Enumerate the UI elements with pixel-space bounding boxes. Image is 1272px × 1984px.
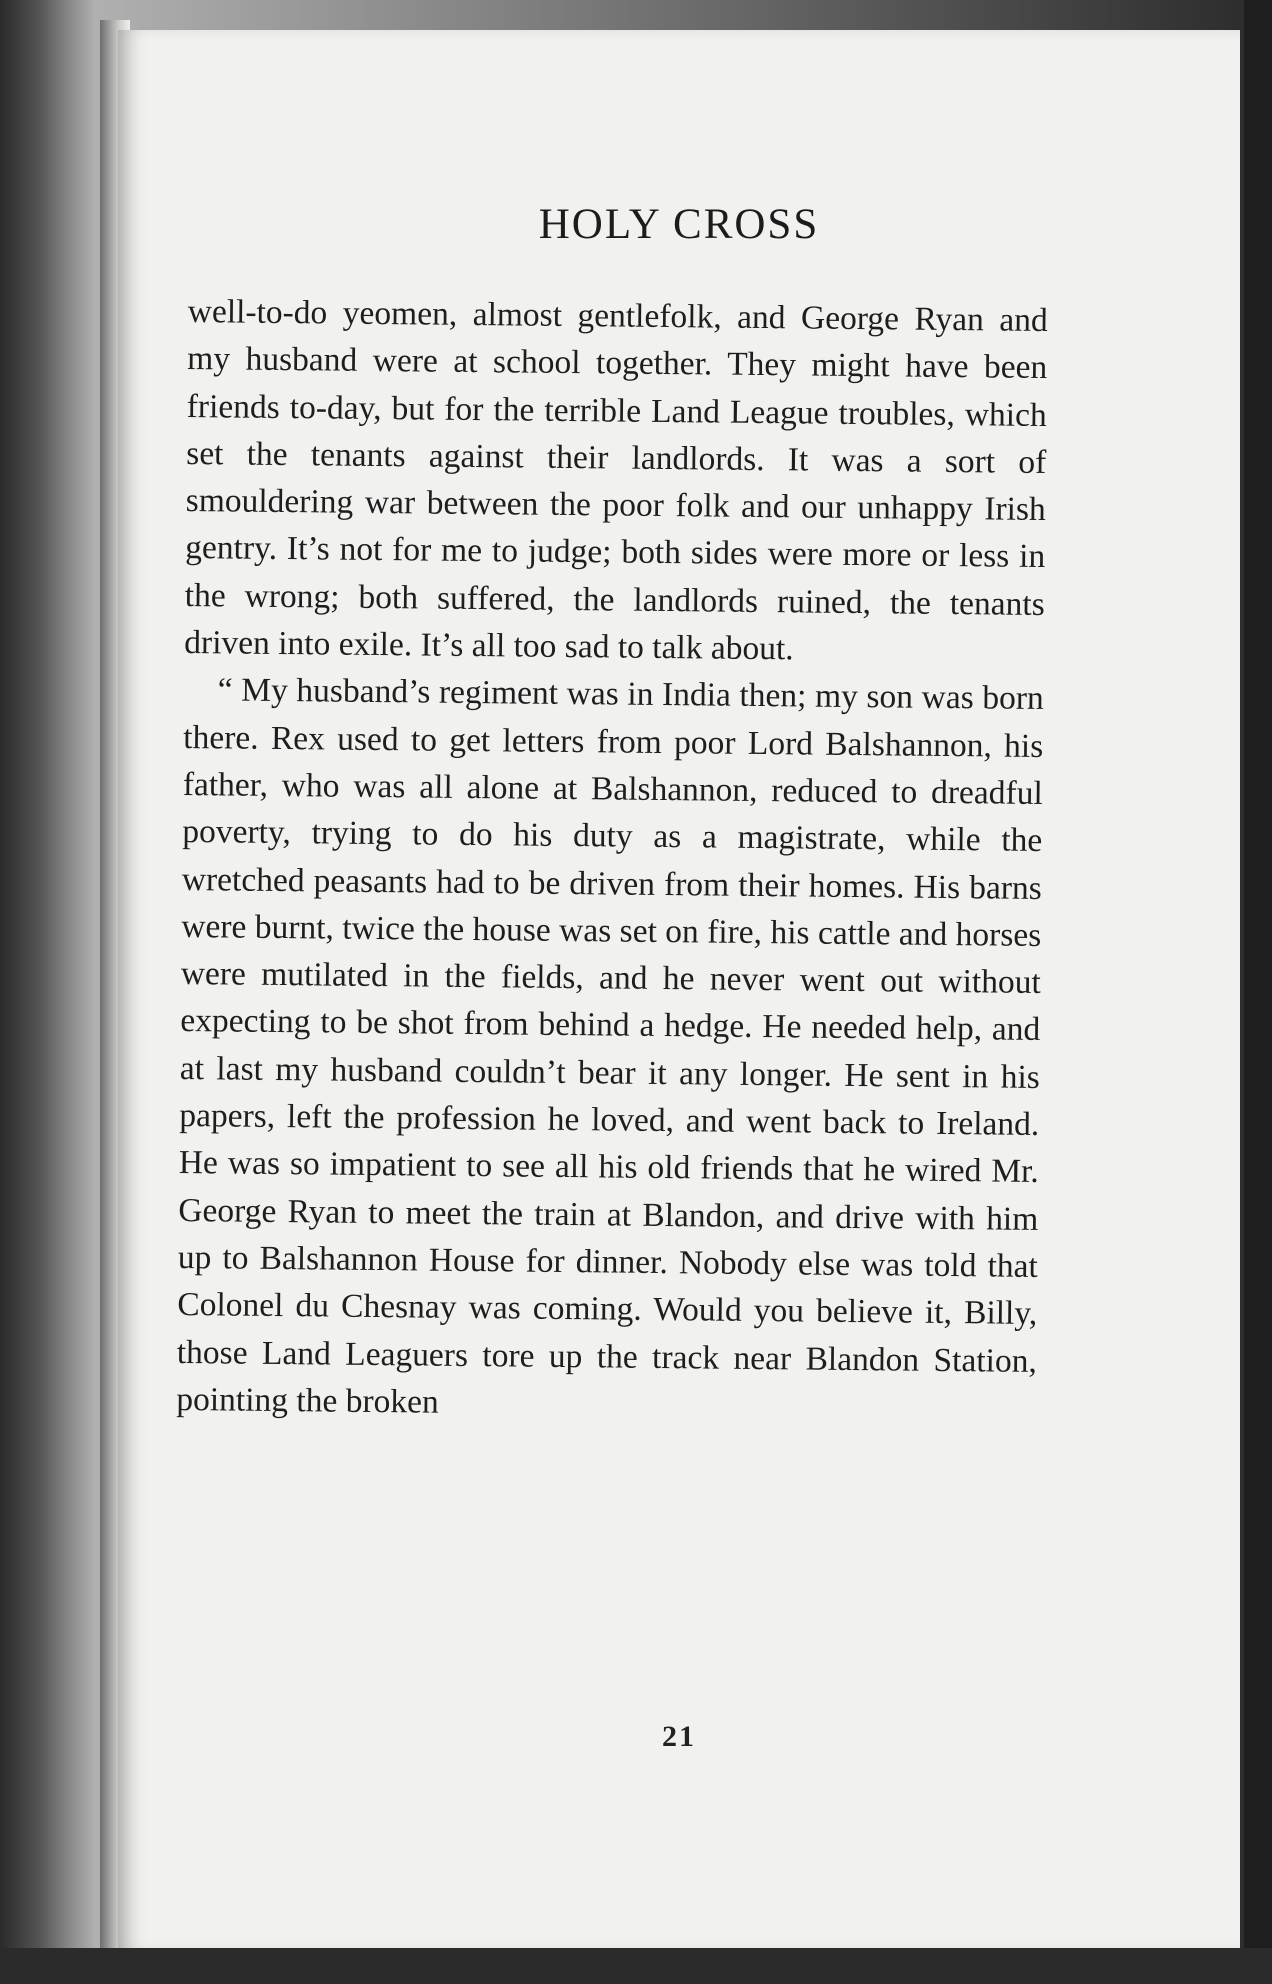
scan-bottom-edge bbox=[0, 1948, 1272, 1984]
book-page bbox=[118, 30, 1240, 1950]
body-text bbox=[176, 288, 1048, 1432]
scan-right-edge bbox=[1244, 0, 1272, 1984]
paragraph-2: “ My husband’s regiment was in India then; my son was born there. Rex used to get letters from poor Lord Balshannon, his father, who was all alone at Balshannon, reduced to dreadful poverty, trying to do his duty as a magistrate, while the wretched peasants had to be driven from their homes. His barns were burnt, twice the house was set on fire, his cattle and horses were mutilated in the fields, and he never went out without expecting to be shot from behind a hedge. He needed help, and at last my husband couldn’t bear it any longer. He sent in his papers, left the profession he loved, and went back to Ireland. He was so impatient to see all his old friends that he wired Mr. George Ryan to meet the train at Blandon, and drive with him up to Balshannon House for dinner. Nobody else was told that Colonel du Chesnay was coming. Would you believe it, Billy, those Land Leaguers tore up the track near Blandon Station, pointing the broken bbox=[176, 671, 1044, 1421]
page-number: 21 bbox=[662, 1720, 696, 1753]
running-head: HOLY CROSS bbox=[538, 201, 820, 248]
paragraph-1: well-to-do yeomen, almost gentlefolk, and George Ryan and my husband were at school together. They might have been friends to-day, but for the terrible Land League troubles, which set the tenants against their landlords. It was a sort of smouldering war between the poor folk and our unhappy Irish gentry. It’s not for me to judge; both sides were more or less in the wrong; both suffered, the landlords ruined, the tenants driven into exile. It’s all too sad to talk about. bbox=[184, 292, 1048, 668]
